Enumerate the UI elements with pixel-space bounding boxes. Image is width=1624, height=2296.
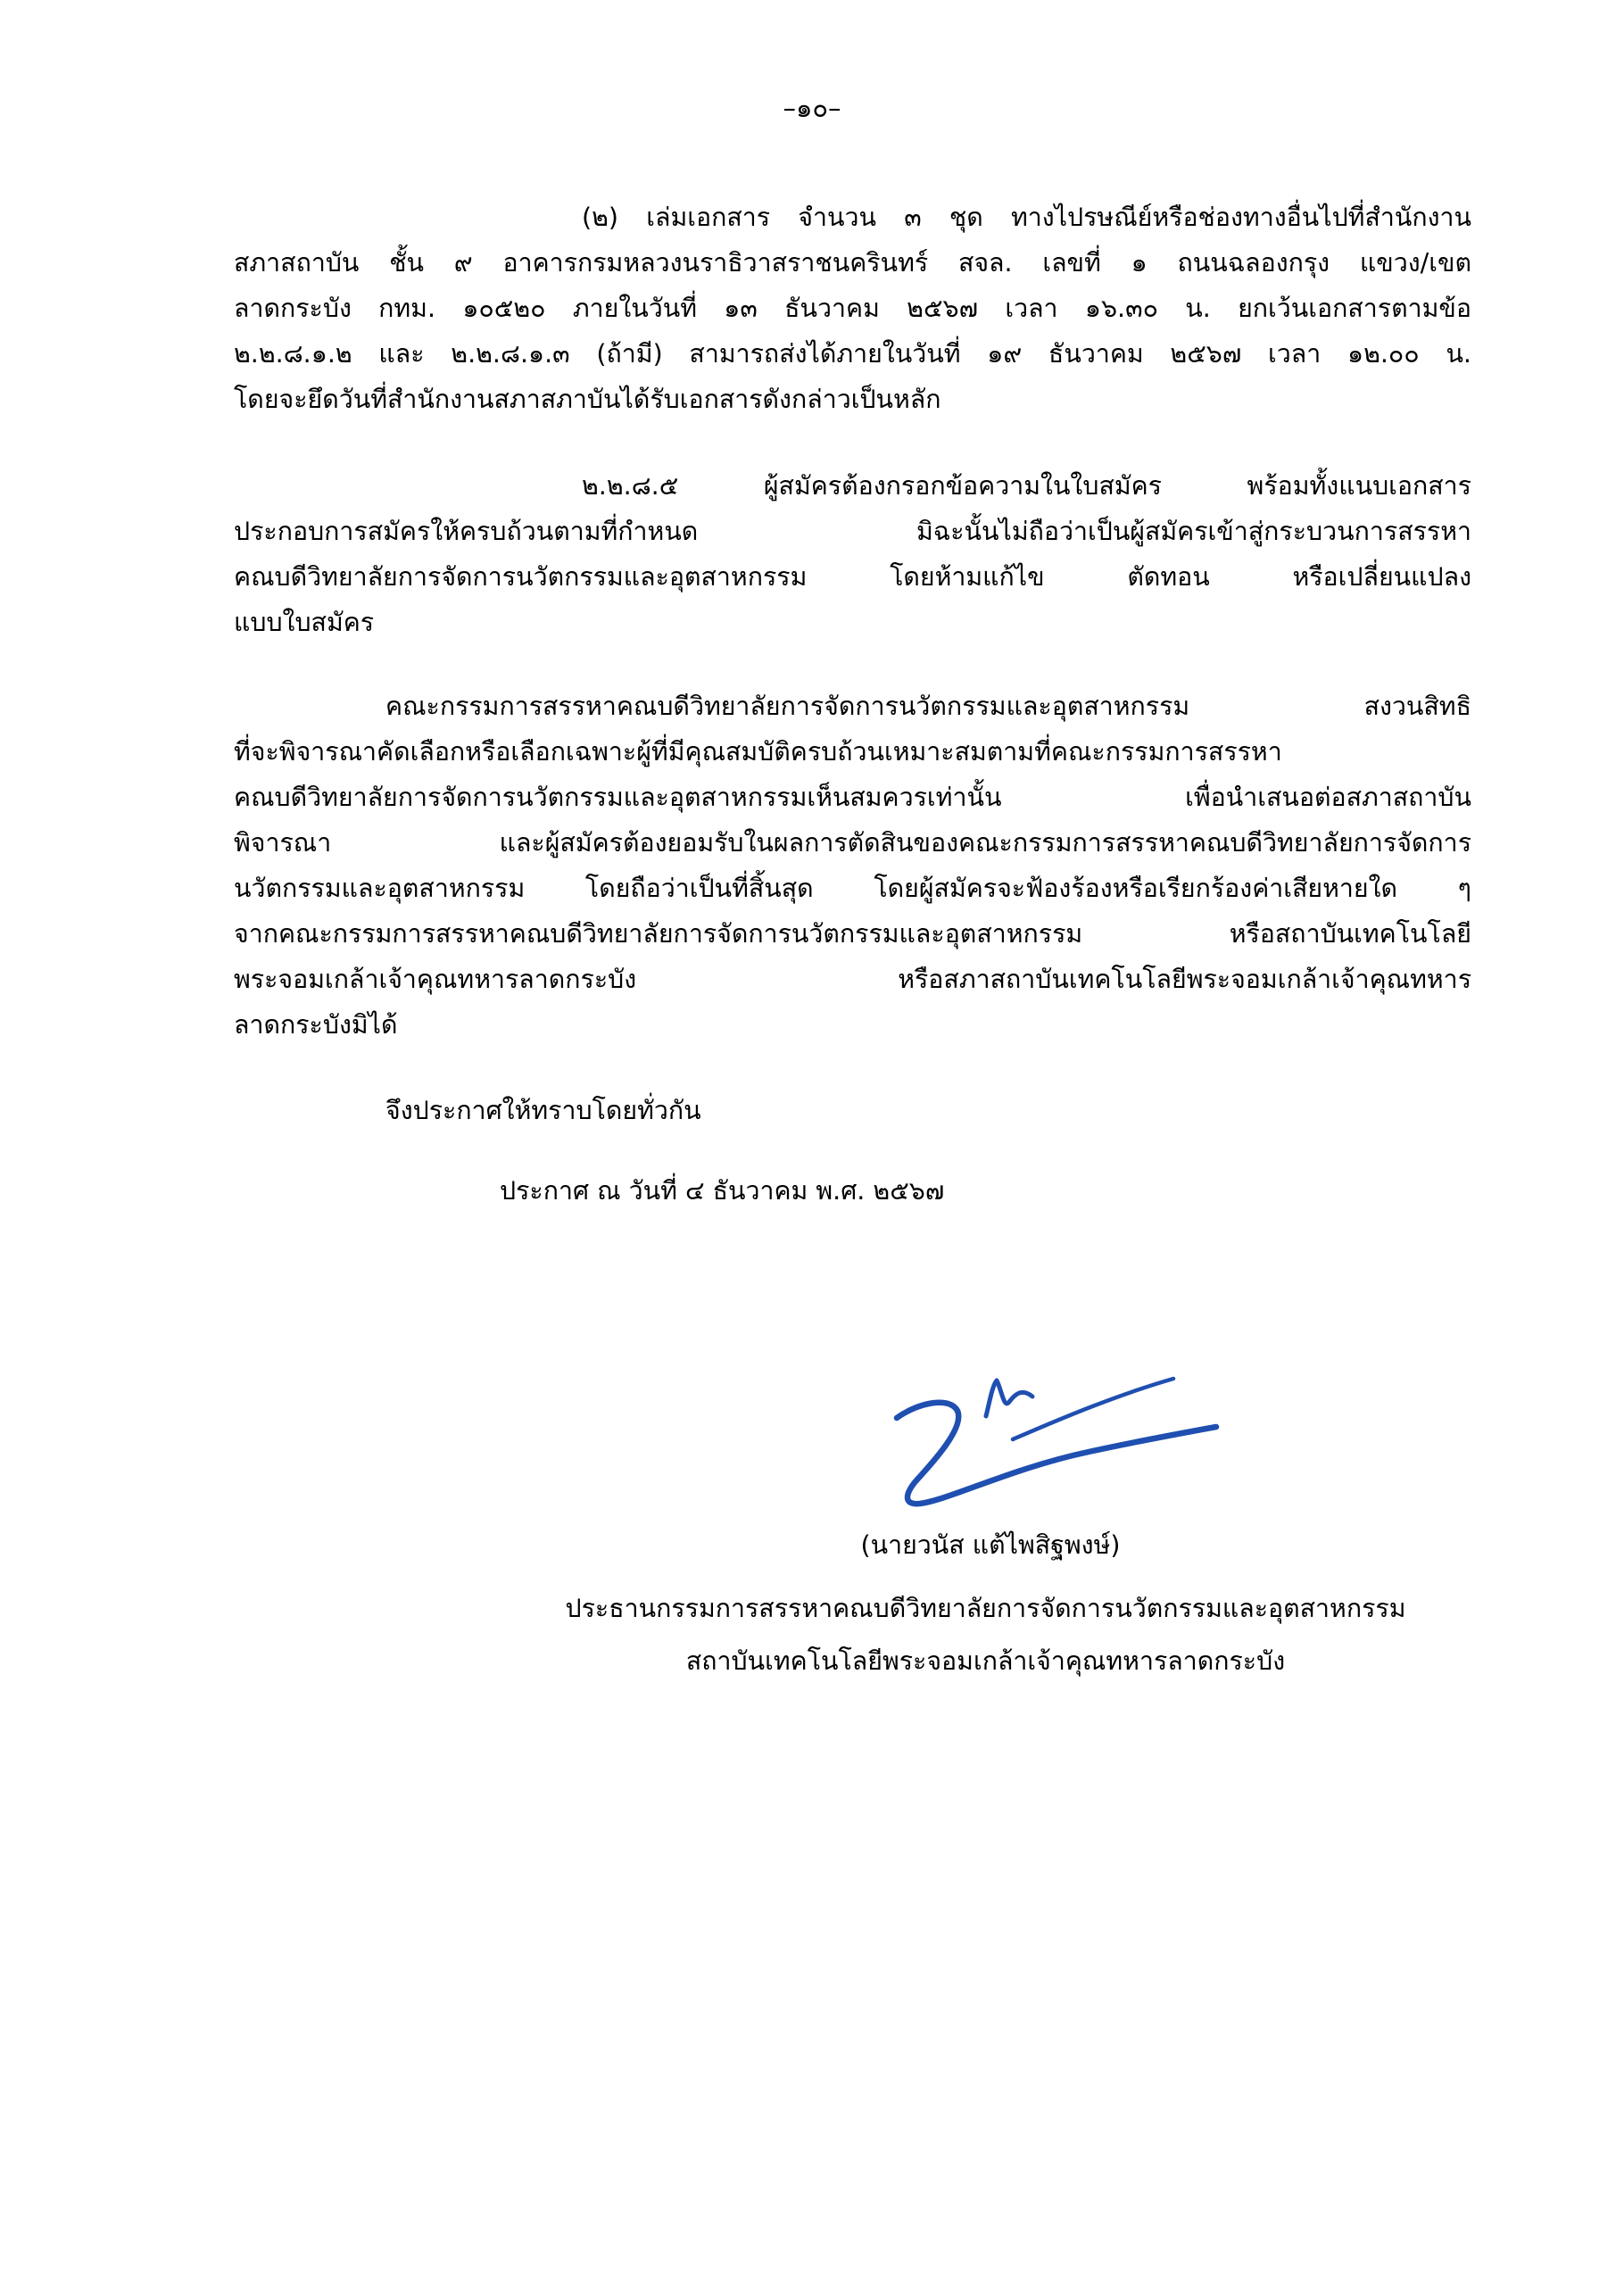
paragraph-1-line-2: สภาสถาบัน ชั้น ๙ อาคารกรมหลวงนราธิวาสราชนครินทร์ สจล. เลขที่ ๑ ถนนฉลองกรุง แขวง/เขต	[234, 248, 1471, 278]
paragraph-3-line-4: พิจารณา และผู้สมัครต้องยอมรับในผลการตัดสินของคณะกรรมการสรรหาคณบดีวิทยาลัยการจัดการ	[234, 828, 1471, 858]
paragraph-3-line-6: จากคณะกรรมการสรรหาคณบดีวิทยาลัยการจัดการนวัตกรรมและอุตสาหกรรม หรือสถาบันเทคโนโลยี	[234, 919, 1471, 949]
signatory-name: (นายวนัส แต้ไพสิฐพงษ์)	[860, 1530, 1121, 1560]
paragraph-1-line-5: โดยจะยึดวันที่สำนักงานสภาสภาบันได้รับเอกสารดังกล่าวเป็นหลัก	[234, 385, 941, 414]
paragraph-2-line-4: แบบใบสมัคร	[234, 608, 375, 637]
paragraph-3-line-7: พระจอมเกล้าเจ้าคุณทหารลาดกระบัง หรือสภาสถาบันเทคโนโลยีพระจอมเกล้าเจ้าคุณทหาร	[234, 965, 1471, 994]
paragraph-2-line-2: ประกอบการสมัครให้ครบถ้วนตามที่กำหนด มิฉะนั้นไม่ถือว่าเป็นผู้สมัครเข้าสู่กระบวนการสรรหา	[234, 517, 1471, 546]
announcement-line: จึงประกาศให้ทราบโดยทั่วกัน	[385, 1096, 701, 1125]
signatory-position-line-1: ประธานกรรมการสรรหาคณบดีวิทยาลัยการจัดการนวัตกรรมและอุตสาหกรรม	[565, 1594, 1406, 1623]
signatory-position-line-2: สถาบันเทคโนโลยีพระจอมเกล้าเจ้าคุณทหารลาดกระบัง	[685, 1646, 1286, 1676]
paragraph-3-line-8: ลาดกระบังมิได้	[234, 1010, 398, 1040]
date-line: ประกาศ ณ วันที่ ๔ ธันวาคม พ.ศ. ๒๕๖๗	[500, 1176, 945, 1206]
paragraph-3-line-1: คณะกรรมการสรรหาคณบดีวิทยาลัยการจัดการนวัตกรรมและอุตสาหกรรม สงวนสิทธิ	[385, 692, 1471, 721]
paragraph-3-line-3: คณบดีวิทยาลัยการจัดการนวัตกรรมและอุตสาหกรรมเห็นสมควรเท่านั้น เพื่อนำเสนอต่อสภาสถาบัน	[234, 783, 1471, 812]
paragraph-1-line-4: ๒.๒.๘.๑.๒ และ ๒.๒.๘.๑.๓ (ถ้ามี) สามารถส่งได้ภายในวันที่ ๑๙ ธันวาคม ๒๕๖๗ เวลา ๑๒.๐๐ น.	[234, 339, 1471, 369]
paragraph-2-line-3: คณบดีวิทยาลัยการจัดการนวัตกรรมและอุตสาหกรรม โดยห้ามแก้ไข ตัดทอน หรือเปลี่ยนแปลง	[234, 562, 1471, 592]
paragraph-3-line-5: นวัตกรรมและอุตสาหกรรม โดยถือว่าเป็นที่สิ้นสุด โดยผู้สมัครจะฟ้องร้องหรือเรียกร้องค่าเสียหายใด ๆ	[234, 874, 1471, 903]
handwritten-signature	[879, 1370, 1222, 1521]
page-number: –๑๐–	[783, 93, 841, 123]
paragraph-1-line-3: ลาดกระบัง กทม. ๑๐๕๒๐ ภายในวันที่ ๑๓ ธันวาคม ๒๕๖๗ เวลา ๑๖.๓๐ น. ยกเว้นเอกสารตามข้อ	[234, 294, 1471, 323]
paragraph-1-line-1: (๒) เล่มเอกสาร จำนวน ๓ ชุด ทางไปรษณีย์หรือช่องทางอื่นไปที่สำนักงาน	[582, 203, 1471, 232]
paragraph-2-line-1: ๒.๒.๘.๕ ผู้สมัครต้องกรอกข้อความในใบสมัคร พร้อมทั้งแนบเอกสาร	[582, 471, 1471, 501]
paragraph-3-line-2: ที่จะพิจารณาคัดเลือกหรือเลือกเฉพาะผู้ที่มีคุณสมบัติครบถ้วนเหมาะสมตามที่คณะกรรมการสรรหา	[234, 737, 1282, 767]
